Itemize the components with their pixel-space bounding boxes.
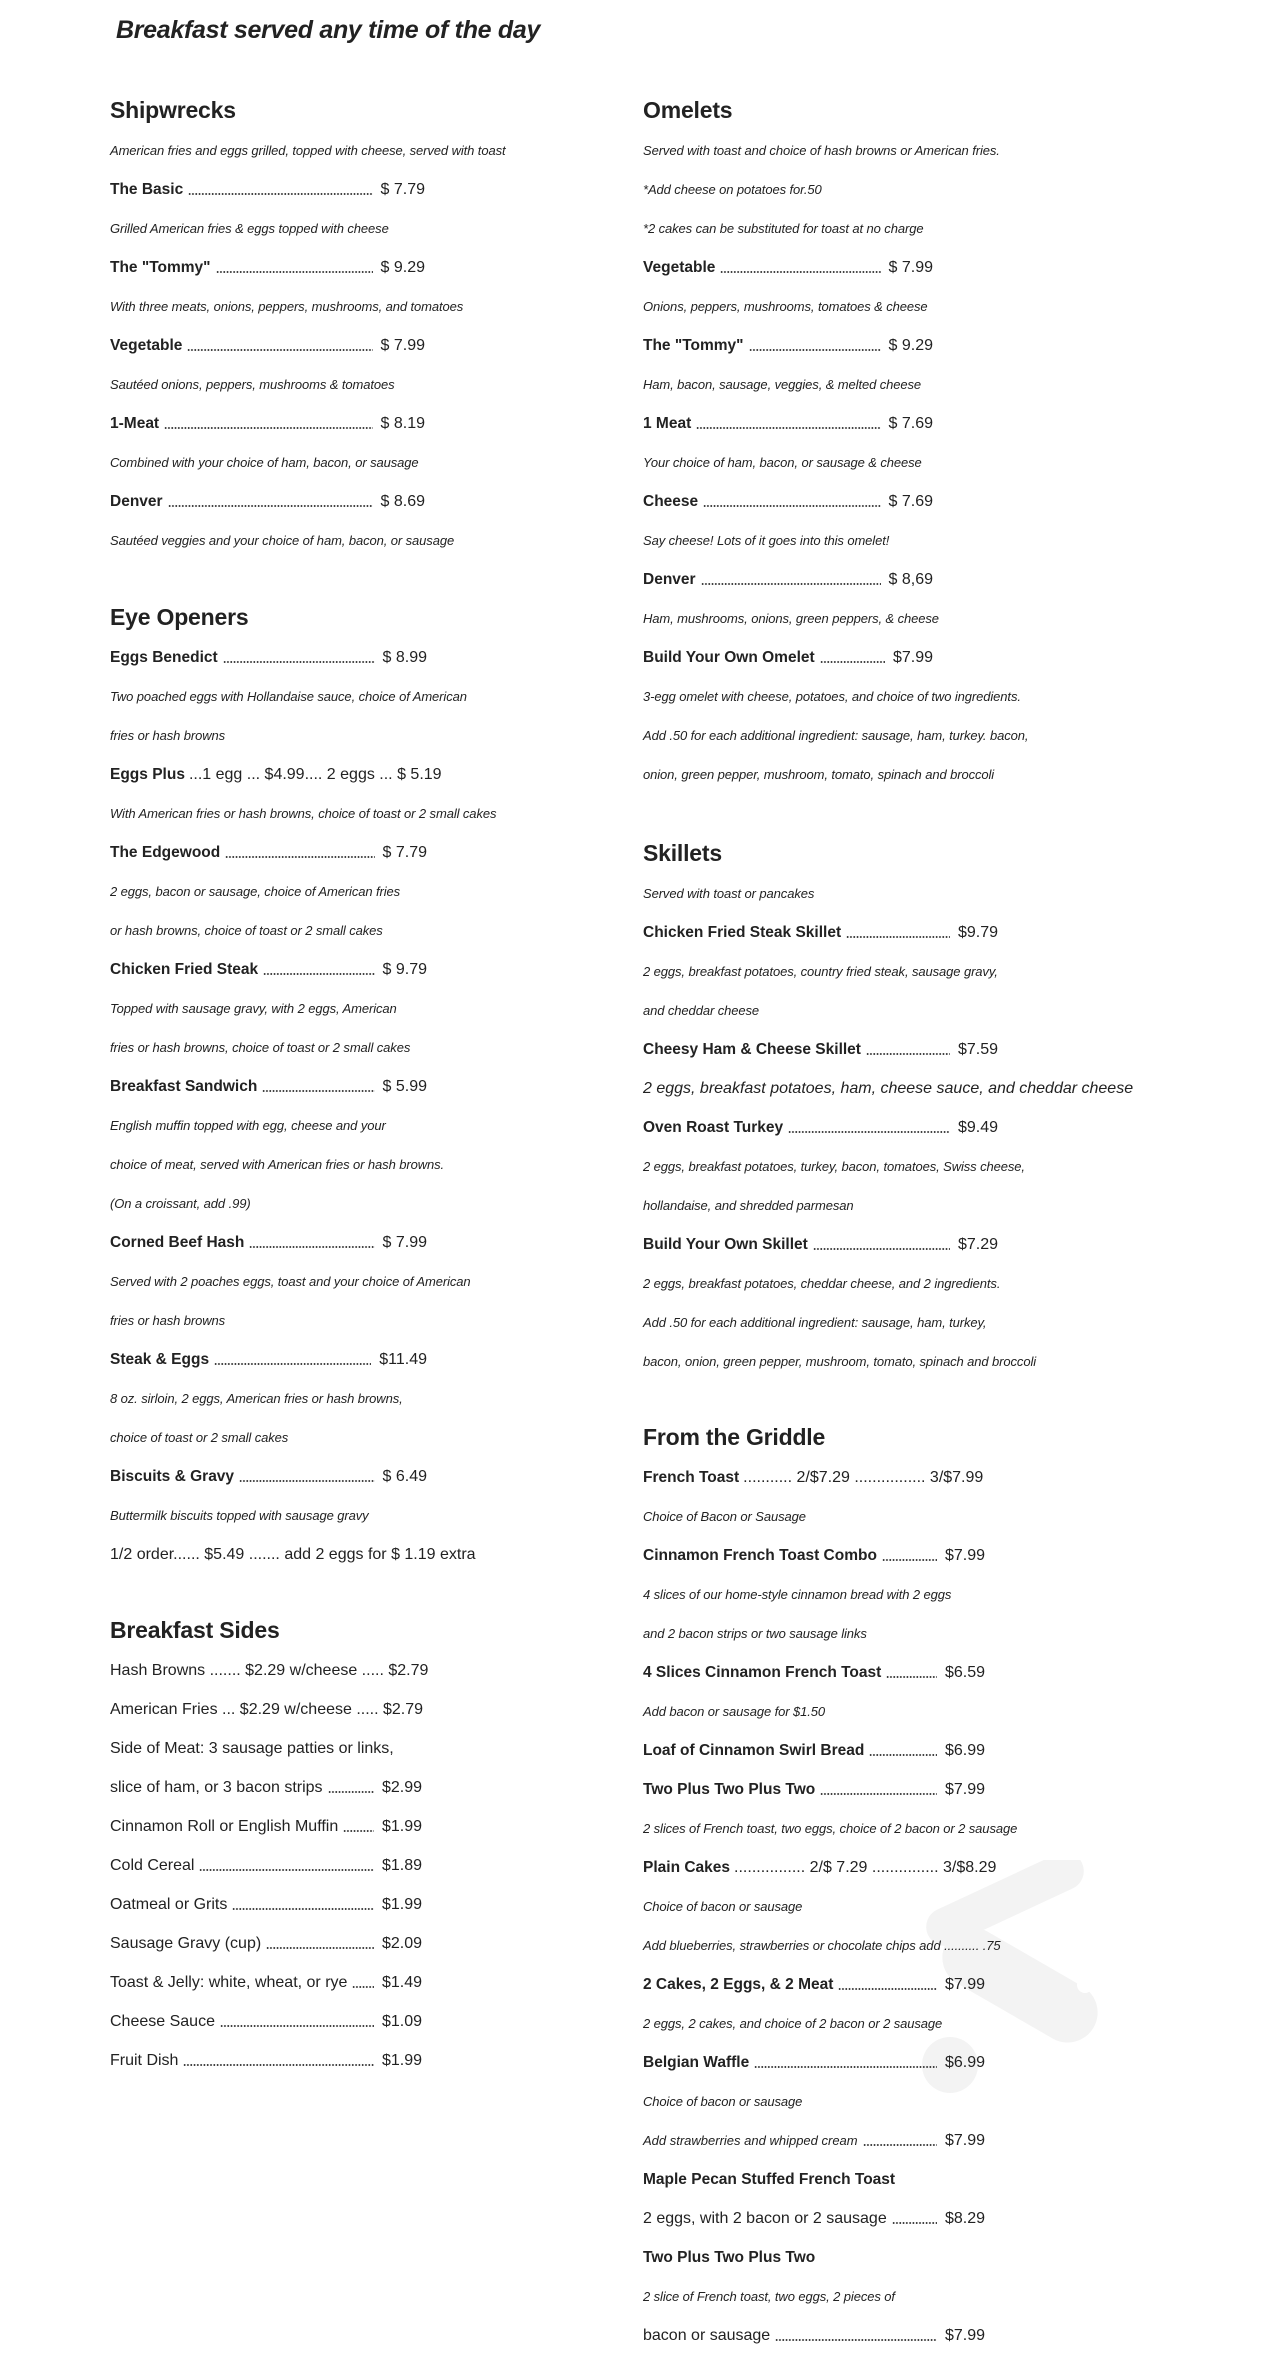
item-name: Oven Roast Turkey [643,1119,784,1136]
menu-item: 1/2 order...... $5.49 ....... add 2 eggs for $ 1.19 extra [110,1546,476,1563]
item-price: $6.99 [944,2054,985,2071]
dot-leader [788,1131,950,1133]
menu-item [110,1963,422,2002]
section-heading: From the Griddle [643,1424,826,1450]
item-name: Denver [643,571,696,588]
item-price: $1.99 [381,1896,422,1913]
item-price: $7.99 [944,2327,985,2344]
item-description: 2 slice of French toast, two eggs, 2 pieces of [643,2289,895,2304]
item-price-options: ................ 2/$ 7.29 ............... 3/$8.29 [734,1859,997,1876]
menu-item [643,482,933,521]
item-description: fries or hash browns, choice of toast or 2 small cakes [110,1040,411,1055]
section-shipwrecks [110,90,506,560]
item-description: Say cheese! Lots of it goes into this omelet! [643,533,890,548]
item-description: choice of toast or 2 small cakes [110,1430,289,1445]
dot-leader [882,1559,937,1561]
item-name: Maple Pecan Stuffed French Toast [643,2171,896,2188]
item-price: $ 8.19 [380,415,425,432]
dot-leader [266,1947,374,1949]
menu-item [643,2238,1017,2277]
item-name: Toast & Jelly: white, wheat, or rye [110,1974,348,1991]
dot-leader [838,1988,937,1990]
menu-item [110,248,425,287]
item-name: 2 eggs, with 2 bacon or 2 sausage [643,2210,887,2227]
item-name: 1-Meat [110,415,160,432]
dot-leader [813,1248,950,1250]
item-price: $6.99 [944,1742,985,1759]
item-description: Add .50 for each additional ingredient: sausage, ham, turkey. bacon, [643,728,1029,743]
item-name: Two Plus Two Plus Two [643,2249,816,2266]
item-description: 2 eggs, breakfast potatoes, cheddar cheese, and 2 ingredients. [643,1276,1001,1291]
item-price: $1.99 [381,2052,422,2069]
dot-leader [892,2222,937,2224]
menu-item [110,833,427,872]
item-name: Eggs Benedict [110,649,218,666]
menu-item [110,482,425,521]
section-skillets [643,833,1133,1381]
menu-item [643,1536,985,1575]
item-name: The Edgewood [110,844,221,861]
item-description: 4 slices of our home-style cinnamon bread with 2 eggs [643,1587,952,1602]
item-description: 8 oz. sirloin, 2 eggs, American fries or hash browns, [110,1391,403,1406]
item-description: Grilled American fries & eggs topped with cheese [110,221,389,236]
item-description: Served with 2 poaches eggs, toast and your choice of American [110,1274,471,1289]
item-price: $9.79 [957,924,998,941]
item-name: Add strawberries and whipped cream [643,2133,858,2148]
item-description: (On a croissant, add .99) [110,1196,251,1211]
dot-leader [168,505,373,507]
item-name: Eggs Plus [110,766,185,783]
item-price-options: ...1 egg ... $4.99.... 2 eggs ... $ 5.19 [188,766,442,783]
dot-leader [328,1791,374,1793]
item-price: $ 7.99 [888,259,933,276]
item-name: 1 Meat [643,415,692,432]
menu-item [643,638,933,677]
dot-leader [775,2339,937,2341]
menu-item [110,638,427,677]
item-description: 3-egg omelet with cheese, potatoes, and choice of two ingredients. [643,689,1021,704]
item-description: Choice of Bacon or Sausage [643,1509,806,1524]
item-description: Add bacon or sausage for $1.50 [643,1704,826,1719]
item-price: $7.59 [957,1041,998,1058]
menu-item [110,1067,427,1106]
dot-leader [720,271,880,273]
item-description: American fries and eggs grilled, topped with cheese, served with toast [110,143,506,158]
dot-leader [863,2144,937,2146]
menu-item [643,913,998,952]
dot-leader [820,661,885,663]
section-heading: Eye Openers [110,604,249,630]
dot-leader [214,1363,371,1365]
menu-item [643,2199,985,2238]
item-price: $1.89 [381,1857,422,1874]
page-title: Breakfast served any time of the day [116,16,541,44]
menu-item [110,1223,427,1262]
item-price: $7.29 [957,1236,998,1253]
dot-leader [703,505,880,507]
item-name: Corned Beef Hash [110,1234,245,1251]
item-description: 2 slices of French toast, two eggs, choice of 2 bacon or 2 sausage [643,1821,1018,1836]
item-description: onion, green pepper, mushroom, tomato, spinach and broccoli [643,767,995,782]
menu-item [110,326,425,365]
item-name: Two Plus Two Plus Two [643,1781,816,1798]
item-description: hollandaise, and shredded parmesan [643,1198,854,1213]
menu-item [643,248,933,287]
item-description: 2 eggs, 2 cakes, and choice of 2 bacon or 2 sausage [643,2016,943,2031]
item-price: $ 7.99 [382,1234,427,1251]
dot-leader [696,427,880,429]
item-description: and 2 bacon strips or two sausage links [643,1626,867,1641]
section-from-the-griddle [643,1417,1017,2355]
dot-leader [164,427,372,429]
item-description: Two poached eggs with Hollandaise sauce, choice of American [110,689,467,704]
item-name: Cinnamon French Toast Combo [643,1547,877,1564]
item-description: 2 eggs, breakfast potatoes, country fried steak, sausage gravy, [643,964,998,979]
item-name: Cheese Sauce [110,2013,215,2030]
item-price: $2.99 [381,1779,422,1796]
item-description: English muffin topped with egg, cheese and your [110,1118,386,1133]
item-description: Choice of bacon or sausage [643,1899,803,1914]
item-name: Steak & Eggs [110,1351,210,1368]
item-description: Topped with sausage gravy, with 2 eggs, American [110,1001,397,1016]
menu-item [643,1653,985,1692]
dot-leader [239,1480,374,1482]
dot-leader [223,661,375,663]
dot-leader [869,1754,937,1756]
dot-leader [232,1908,374,1910]
menu-item [110,1768,422,1807]
item-name: Denver [110,493,163,510]
item-price: $6.59 [944,1664,985,1681]
item-description: With three meats, onions, peppers, mushrooms, and tomatoes [110,299,464,314]
dot-leader [343,1830,374,1832]
item-description: *2 cakes can be substituted for toast at no charge [643,221,924,236]
dot-leader [188,193,372,195]
item-description: Choice of bacon or sausage [643,2094,803,2109]
dot-leader [262,1090,374,1092]
dot-leader [263,973,374,975]
dot-leader [820,1793,937,1795]
item-price: $7.99 [944,1781,985,1798]
menu-item: Side of Meat: 3 sausage patties or links, [110,1740,394,1757]
dot-leader [749,349,881,351]
item-price: $7.99 [944,1976,985,1993]
dot-leader [866,1053,950,1055]
menu-item [110,404,425,443]
menu-item [110,1846,422,1885]
dot-leader [846,936,950,938]
item-price: $ 9.79 [382,961,427,978]
menu-item [643,560,933,599]
item-name: The "Tommy" [110,259,211,276]
item-price: $ 9.29 [888,337,933,354]
section-heading: Skillets [643,840,722,866]
item-name: Vegetable [110,337,183,354]
item-price: $ 7.99 [380,337,425,354]
item-name: Vegetable [643,259,716,276]
item-name: Cold Cereal [110,1857,195,1874]
item-price: $ 8.69 [380,493,425,510]
item-description: Onions, peppers, mushrooms, tomatoes & cheese [643,299,928,314]
item-name: The Basic [110,181,184,198]
menu-item [110,2041,422,2080]
section-heading: Breakfast Sides [110,1617,280,1643]
item-price: $1.99 [381,1818,422,1835]
item-description: 2 eggs, breakfast potatoes, turkey, bacon, tomatoes, Swiss cheese, [643,1159,1025,1174]
item-price: $1.49 [381,1974,422,1991]
menu-item [110,950,427,989]
menu-item [643,1965,985,2004]
item-description: Your choice of ham, bacon, or sausage & cheese [643,455,922,470]
item-description: fries or hash browns [110,728,226,743]
item-price: $ 8,69 [888,571,933,588]
item-name: Sausage Gravy (cup) [110,1935,262,1952]
menu-item [110,755,496,794]
menu-item [643,1458,1017,1497]
item-price: $ 6.49 [382,1468,427,1485]
item-name: Chicken Fried Steak Skillet [643,924,842,941]
item-description: Buttermilk biscuits topped with sausage gravy [110,1508,369,1523]
section-omelets [643,90,1028,794]
item-name: French Toast [643,1469,740,1486]
item-description: or hash browns, choice of toast or 2 small cakes [110,923,383,938]
item-price: $ 5.99 [382,1078,427,1095]
item-name: Build Your Own Skillet [643,1236,808,1253]
menu-item [110,170,425,209]
dot-leader [701,583,881,585]
menu-item [110,1340,427,1379]
item-description: bacon, onion, green pepper, mushroom, tomato, spinach and broccoli [643,1354,1037,1369]
item-description: 2 eggs, breakfast potatoes, ham, cheese sauce, and cheddar cheese [643,1080,1134,1097]
menu-item [110,2002,422,2041]
menu-item [643,1030,998,1069]
dot-leader [216,271,373,273]
item-name: Breakfast Sandwich [110,1078,258,1095]
item-name: 2 Cakes, 2 Eggs, & 2 Meat [643,1976,834,1993]
item-price: $8.29 [944,2210,985,2227]
item-name: 4 Slices Cinnamon French Toast [643,1664,882,1681]
menu-item [643,2160,1017,2199]
item-name: Cheese [643,493,699,510]
item-price: $ 7.69 [888,493,933,510]
menu-item [643,1225,998,1264]
item-description: fries or hash browns [110,1313,226,1328]
item-price: $ 7.79 [380,181,425,198]
item-description: Combined with your choice of ham, bacon, or sausage [110,455,419,470]
item-description: *Add cheese on potatoes for.50 [643,182,822,197]
menu-item [643,2043,985,2082]
item-description: Served with toast or pancakes [643,886,815,901]
menu-item [110,1924,422,1963]
dot-leader [754,2066,937,2068]
item-price: $ 7.79 [382,844,427,861]
item-name: Fruit Dish [110,2052,179,2069]
item-name: bacon or sausage [643,2327,771,2344]
menu-item [643,1770,985,1809]
item-description: Add .50 for each additional ingredient: sausage, ham, turkey, [643,1315,987,1330]
item-description: 2 eggs, bacon or sausage, choice of American fries [110,884,401,899]
item-price: $7.99 [944,2132,985,2149]
dot-leader [220,2025,374,2027]
item-description: Add blueberries, strawberries or chocolate chips add .......... .75 [643,1938,1001,1953]
dot-leader [352,1986,374,1988]
item-description: choice of meat, served with American fries or hash browns. [110,1157,445,1172]
item-name: Build Your Own Omelet [643,649,815,666]
menu-item [643,1108,998,1147]
menu-item [643,2316,985,2355]
menu-item [643,404,933,443]
item-description: and cheddar cheese [643,1003,760,1018]
item-description: With American fries or hash browns, choice of toast or 2 small cakes [110,806,497,821]
item-price: $11.49 [379,1351,427,1368]
dot-leader [225,856,374,858]
menu-item: Hash Browns ....... $2.29 w/cheese ..... $2.79 [110,1662,429,1679]
menu-item: American Fries ... $2.29 w/cheese ..... $2.79 [110,1701,424,1718]
dot-leader [249,1246,374,1248]
menu-item [110,1457,427,1496]
item-price: $ 7.69 [888,415,933,432]
dot-leader [199,1869,373,1871]
dot-leader [886,1676,937,1678]
item-price: $9.49 [957,1119,998,1136]
menu-item [643,2121,985,2160]
section-heading: Shipwrecks [110,97,236,123]
section-heading: Omelets [643,97,733,123]
menu-item [110,1807,422,1846]
item-name: Cheesy Ham & Cheese Skillet [643,1041,861,1058]
item-name: The "Tommy" [643,337,744,354]
item-price: $ 9.29 [380,259,425,276]
menu-item [643,1731,985,1770]
item-description: Ham, bacon, sausage, veggies, & melted cheese [643,377,922,392]
item-price: $1.09 [381,2013,422,2030]
item-description: Served with toast and choice of hash browns or American fries. [643,143,1000,158]
item-description: Sautéed veggies and your choice of ham, bacon, or sausage [110,533,455,548]
item-name: slice of ham, or 3 bacon strips [110,1779,323,1796]
dot-leader [183,2064,374,2066]
menu-item [643,1848,1017,1887]
item-description: Sautéed onions, peppers, mushrooms & tomatoes [110,377,395,392]
item-price: $ 8.99 [382,649,427,666]
item-name: Loaf of Cinnamon Swirl Bread [643,1742,865,1759]
section-breakfast-sides [110,1610,428,2080]
item-name: Plain Cakes [643,1859,731,1876]
item-description: Ham, mushrooms, onions, green peppers, & cheese [643,611,939,626]
item-name: Oatmeal or Grits [110,1896,228,1913]
dot-leader [187,349,372,351]
item-name: Belgian Waffle [643,2054,750,2071]
menu-item [643,326,933,365]
item-name: Biscuits & Gravy [110,1468,235,1485]
item-name: Cinnamon Roll or English Muffin [110,1818,339,1835]
section-eye-openers [110,597,496,1574]
item-price: $2.09 [381,1935,422,1952]
menu-item [110,1885,422,1924]
item-price: $7.99 [944,1547,985,1564]
item-price-options: ........... 2/$7.29 ................ 3/$7.99 [743,1469,984,1486]
item-price: $7.99 [892,649,933,666]
item-name: Chicken Fried Steak [110,961,259,978]
